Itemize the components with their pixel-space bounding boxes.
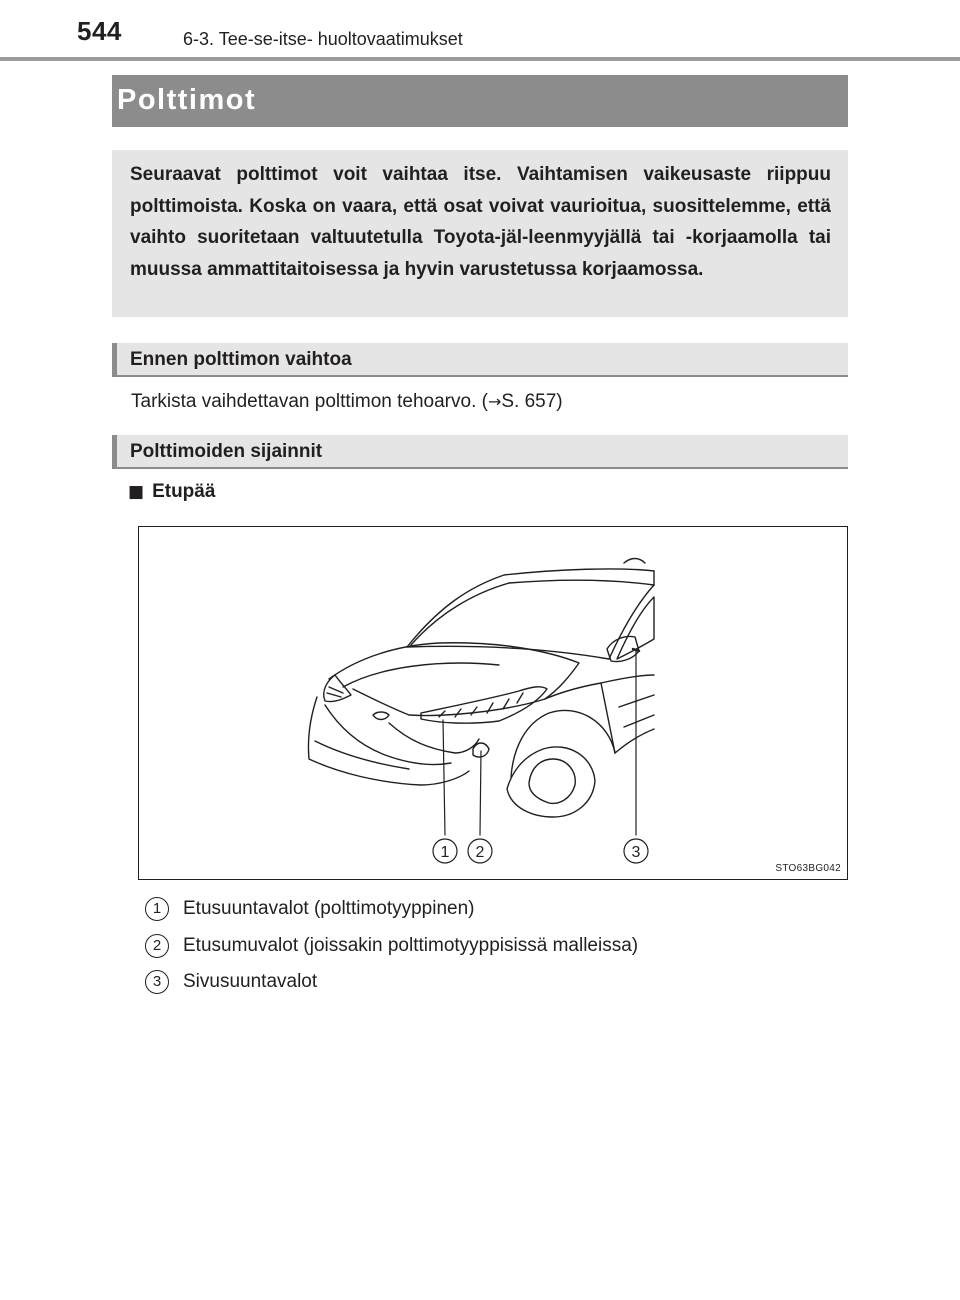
grille-lower xyxy=(315,741,409,769)
page-reference-link[interactable]: S. 657) xyxy=(501,391,563,412)
legend-number-2: 2 xyxy=(145,934,169,958)
windshield-inner xyxy=(411,583,509,645)
subheading-label: Ennen polttimon vaihtoa xyxy=(130,349,352,370)
legend-number-1: 1 xyxy=(145,897,169,921)
callout-markers xyxy=(433,839,648,863)
leader-2 xyxy=(480,751,481,835)
page-number: 544 xyxy=(77,16,122,46)
arrow-right-icon: → xyxy=(487,392,502,411)
wheel-arch xyxy=(511,710,615,777)
car-front-figure xyxy=(138,526,848,880)
callout-1-label: 1 xyxy=(440,844,450,861)
windshield-top xyxy=(509,580,654,585)
square-bullet-icon: ■ xyxy=(128,482,145,502)
subheading-label: Polttimoiden sijainnit xyxy=(130,441,323,462)
intro-text: Seuraavat polttimot voit vaihtaa itse. Vaihtamisen vaikeusaste riippuu polttimoista. Koska on vaara, että osat voivat vaurioitua, suosittelemme, että vaihto suoritetaan valtuutetulla Toyota-jäl-leenmyyjällä tai -korjaamolla tai muussa ammattitaitoisessa ja hyvin varustetussa korjaamossa. xyxy=(130,164,831,280)
right-headlight xyxy=(421,687,547,723)
text-before-arrow: Tarkista vaihdettavan polttimon tehoarvo. ( xyxy=(131,391,488,412)
subheading-accent-bar xyxy=(112,343,117,375)
callout-leaders xyxy=(443,651,636,835)
roof-line xyxy=(407,569,654,647)
subheading-locations xyxy=(112,435,848,469)
before-replacement-text xyxy=(131,391,563,413)
hood-outline xyxy=(329,643,579,699)
figure-code: STO63BG042 xyxy=(775,863,841,874)
fender-top xyxy=(545,675,654,699)
bumper-outline xyxy=(308,697,469,785)
legend-text-3: Sivusuuntavalot xyxy=(183,971,318,992)
left-headlight-detail xyxy=(327,687,343,697)
emblem xyxy=(373,712,389,720)
subheading-accent-bar xyxy=(112,435,117,467)
side-sill xyxy=(615,729,654,753)
legend-text-2: Etusumuvalot (joissakin polttimotyyppisissä malleissa) xyxy=(183,935,639,956)
front-tire xyxy=(507,747,595,817)
leader-1 xyxy=(443,720,445,835)
left-headlight xyxy=(324,675,351,702)
hood-crease xyxy=(343,663,499,687)
running-head: 6-3. Tee-se-itse- huoltovaatimukset xyxy=(183,29,463,49)
legend-text-1: Etusuuntavalot (polttimotyyppinen) xyxy=(183,898,475,919)
legend-number-3: 3 xyxy=(145,970,169,994)
right-headlight-detail xyxy=(439,693,523,717)
callout-2-label: 2 xyxy=(475,844,485,861)
wheel-rim xyxy=(529,759,575,803)
front-subheading xyxy=(128,481,215,503)
antenna xyxy=(624,559,645,564)
door-line xyxy=(601,683,615,753)
a-pillar xyxy=(609,585,654,659)
header-rule xyxy=(0,57,960,61)
subheading-before-replacement xyxy=(112,343,848,377)
callout-3-label: 3 xyxy=(631,844,641,861)
front-subheading-label: Etupää xyxy=(152,481,216,502)
car-illustration xyxy=(139,527,847,879)
windshield-bottom xyxy=(407,646,609,659)
bumper-v xyxy=(389,723,479,753)
section-title: Polttimot xyxy=(117,84,257,116)
